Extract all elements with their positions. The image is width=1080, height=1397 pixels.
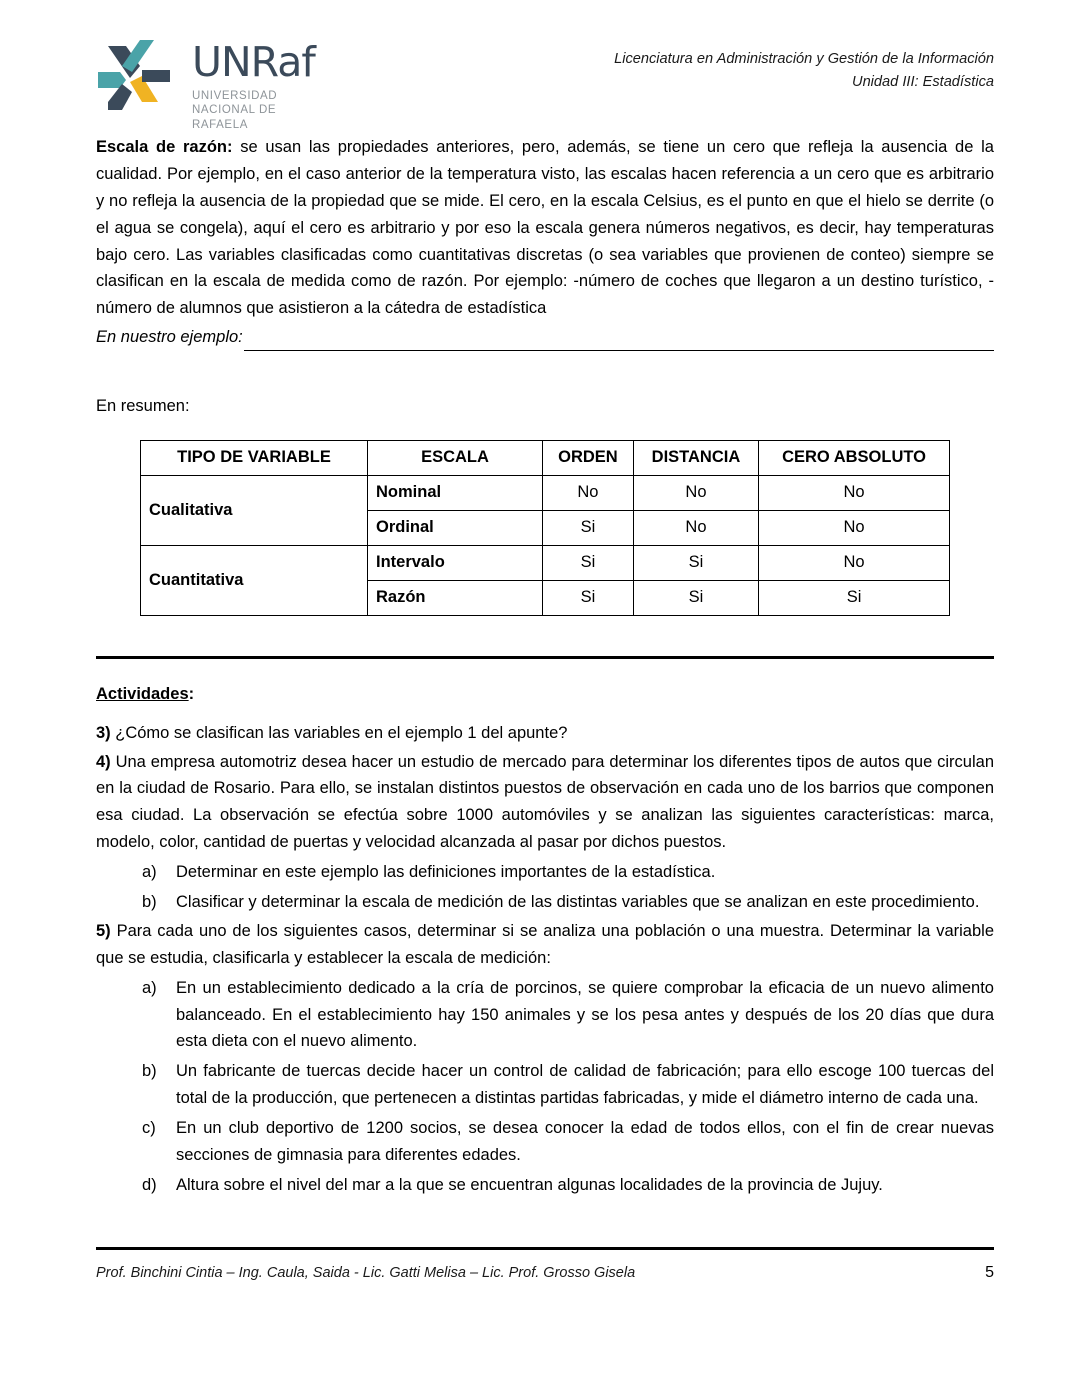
variable-type-cell: Cuantitativa bbox=[141, 545, 368, 615]
list-item bbox=[142, 1115, 994, 1169]
activity-number: 5) bbox=[96, 921, 111, 940]
activity-text: Una empresa automotriz desea hacer un estudio de mercado para determinar los diferentes tipos de autos que circulan en la ciudad de Rosario. Para ello, se instalan distintos puestos de observación en cada uno de los barrios que componen esa ciudad. La observación se efectúa sobre 1000 automóviles y se analizan las siguientes características: marca, modelo, color, cantidad de puertas y velocidad alcanzada al pasar por dichos puestos. bbox=[96, 752, 994, 852]
ratio-scale-paragraph bbox=[96, 134, 994, 322]
activities-heading bbox=[96, 685, 994, 704]
table-row bbox=[141, 475, 950, 510]
activity-item-3 bbox=[96, 720, 994, 747]
scale-cell: Intervalo bbox=[368, 545, 543, 580]
subitem-label: a) bbox=[142, 863, 157, 882]
list-item bbox=[142, 859, 994, 886]
variable-scale-table bbox=[140, 440, 950, 616]
course-name: Licenciatura en Administración y Gestión de la Información bbox=[614, 51, 994, 67]
orden-cell: No bbox=[543, 475, 634, 510]
scale-cell: Razón bbox=[368, 580, 543, 615]
activities-heading-text: Actividades bbox=[96, 684, 189, 703]
subitem-text: Un fabricante de tuercas decide hacer un control de calidad de fabricación; para ello escoge 100 tuercas del total de la producción, que pertenecen a distintas partidas fabricadas, y mide el diámetro interno de cada una. bbox=[176, 1062, 994, 1108]
subitem-label: b) bbox=[142, 1062, 157, 1081]
logo-sub-line1: UNIVERSIDAD bbox=[192, 90, 278, 102]
cero-absoluto-cell: No bbox=[759, 475, 950, 510]
activity-4-subitems bbox=[96, 859, 994, 916]
header-course-info bbox=[614, 30, 994, 93]
unit-name: Unidad III: Estadística bbox=[852, 73, 994, 90]
subitem-text: En un establecimiento dedicado a la cría de porcinos, se quiere comprobar la eficacia de un nuevo alimento balanceado. En el establecimiento hay 150 animales y se los pesa antes y después de los 20 días que dura esta dieta con el nuevo alimento. bbox=[176, 978, 994, 1051]
footer-divider bbox=[96, 1247, 994, 1250]
page-header bbox=[96, 30, 994, 134]
list-item bbox=[142, 1172, 994, 1199]
subitem-text: En un club deportivo de 1200 socios, se desea conocer la edad de todos ellos, con el fin de crear nuevas secciones de gimnasia para diferentes edades. bbox=[176, 1119, 994, 1164]
table-header-cell: DISTANCIA bbox=[633, 440, 758, 475]
subitem-label: a) bbox=[142, 978, 157, 997]
list-item bbox=[142, 975, 994, 1056]
page-number: 5 bbox=[985, 1263, 994, 1281]
university-logo bbox=[96, 30, 315, 132]
example-blank-label: En nuestro ejemplo: bbox=[96, 328, 243, 347]
activities-heading-colon: : bbox=[188, 684, 195, 703]
orden-cell: Si bbox=[543, 510, 634, 545]
cero-absoluto-cell: No bbox=[759, 510, 950, 545]
distancia-cell: No bbox=[633, 510, 758, 545]
subitem-label: b) bbox=[142, 892, 157, 911]
activity-text: Para cada uno de los siguientes casos, determinar si se analiza una población o una muestra. Determinar la variable que se estudia, clasificarla y establecer la escala de medición: bbox=[96, 921, 994, 967]
activity-text: ¿Cómo se clasifican las variables en el ejemplo 1 del apunte? bbox=[110, 723, 568, 742]
table-header-cell: ESCALA bbox=[368, 440, 543, 475]
orden-cell: Si bbox=[543, 580, 634, 615]
subitem-text: Determinar en este ejemplo las definiciones importantes de la estadística. bbox=[176, 863, 716, 882]
subitem-text: Clasificar y determinar la escala de medición de las distintas variables que se analizan en este procedimiento. bbox=[176, 892, 980, 911]
logo-sub-line2: NACIONAL DE bbox=[192, 104, 277, 117]
page-footer bbox=[96, 1264, 994, 1282]
cero-absoluto-cell: Si bbox=[759, 580, 950, 615]
activity-item-5 bbox=[96, 918, 994, 972]
unraf-logo-icon bbox=[96, 38, 182, 114]
table-header-cell: ORDEN bbox=[543, 440, 634, 475]
summary-table-wrap bbox=[96, 440, 994, 616]
subitem-label: d) bbox=[142, 1175, 157, 1194]
table-header-row bbox=[141, 440, 950, 475]
activity-number: 3) bbox=[96, 723, 111, 742]
scale-cell: Ordinal bbox=[368, 510, 543, 545]
variable-type-cell: Cualitativa bbox=[141, 475, 368, 545]
example-blank-line bbox=[96, 324, 994, 350]
activity-5-subitems bbox=[96, 975, 994, 1199]
table-row bbox=[141, 545, 950, 580]
list-item bbox=[142, 889, 994, 916]
table-header-cell: CERO ABSOLUTO bbox=[759, 440, 950, 475]
subitem-text: Altura sobre el nivel del mar a la que se encuentran algunas localidades de la provincia de Jujuy. bbox=[176, 1175, 883, 1194]
example-blank-rule[interactable] bbox=[244, 333, 994, 351]
distancia-cell: Si bbox=[633, 580, 758, 615]
ratio-scale-body: se usan las propiedades anteriores, pero, además, se tiene un cero que refleja la ausencia de la cualidad. Por ejemplo, en el caso anterior de la temperatura visto, las escalas hacen referencia a un cero que es arbitrario y no refleja la ausencia de la propiedad que se mide. El cero, en la escala Celsius, es el punto en que el hielo se derrite (o el agua se congela), aquí el cero es arbitrario y por eso la escala genera números negativos, es decir, hay temperaturas bajo cero. Las variables clasificadas como cuantitativas discretas (o sea variables que provienen de conteo) siempre se clasifican en la escala de medida como de razón. Por ejemplo: -número de coches que llegaron a un destino turístico, -número de alumnos que asistieron a la cátedra de estadística bbox=[96, 138, 994, 318]
ratio-scale-heading: Escala de razón: bbox=[96, 138, 233, 156]
scale-cell: Nominal bbox=[368, 475, 543, 510]
logo-title: UNRaf bbox=[192, 38, 315, 86]
table-header-cell: TIPO DE VARIABLE bbox=[141, 440, 368, 475]
activity-item-4 bbox=[96, 749, 994, 857]
subitem-label: c) bbox=[142, 1119, 156, 1138]
orden-cell: Si bbox=[543, 545, 634, 580]
section-divider bbox=[96, 656, 994, 659]
summary-label: En resumen: bbox=[96, 396, 190, 415]
cero-absoluto-cell: No bbox=[759, 545, 950, 580]
logo-wordmark bbox=[192, 38, 315, 132]
list-item bbox=[142, 1058, 994, 1112]
logo-sub-line3: RAFAELA bbox=[192, 118, 248, 131]
footer-authors: Prof. Binchini Cintia – Ing. Caula, Saida - Lic. Gatti Melisa – Lic. Prof. Grosso Gisela bbox=[96, 1264, 636, 1281]
logo-subtitle bbox=[192, 89, 315, 132]
distancia-cell: Si bbox=[633, 545, 758, 580]
activity-number: 4) bbox=[96, 752, 111, 771]
distancia-cell: No bbox=[633, 475, 758, 510]
